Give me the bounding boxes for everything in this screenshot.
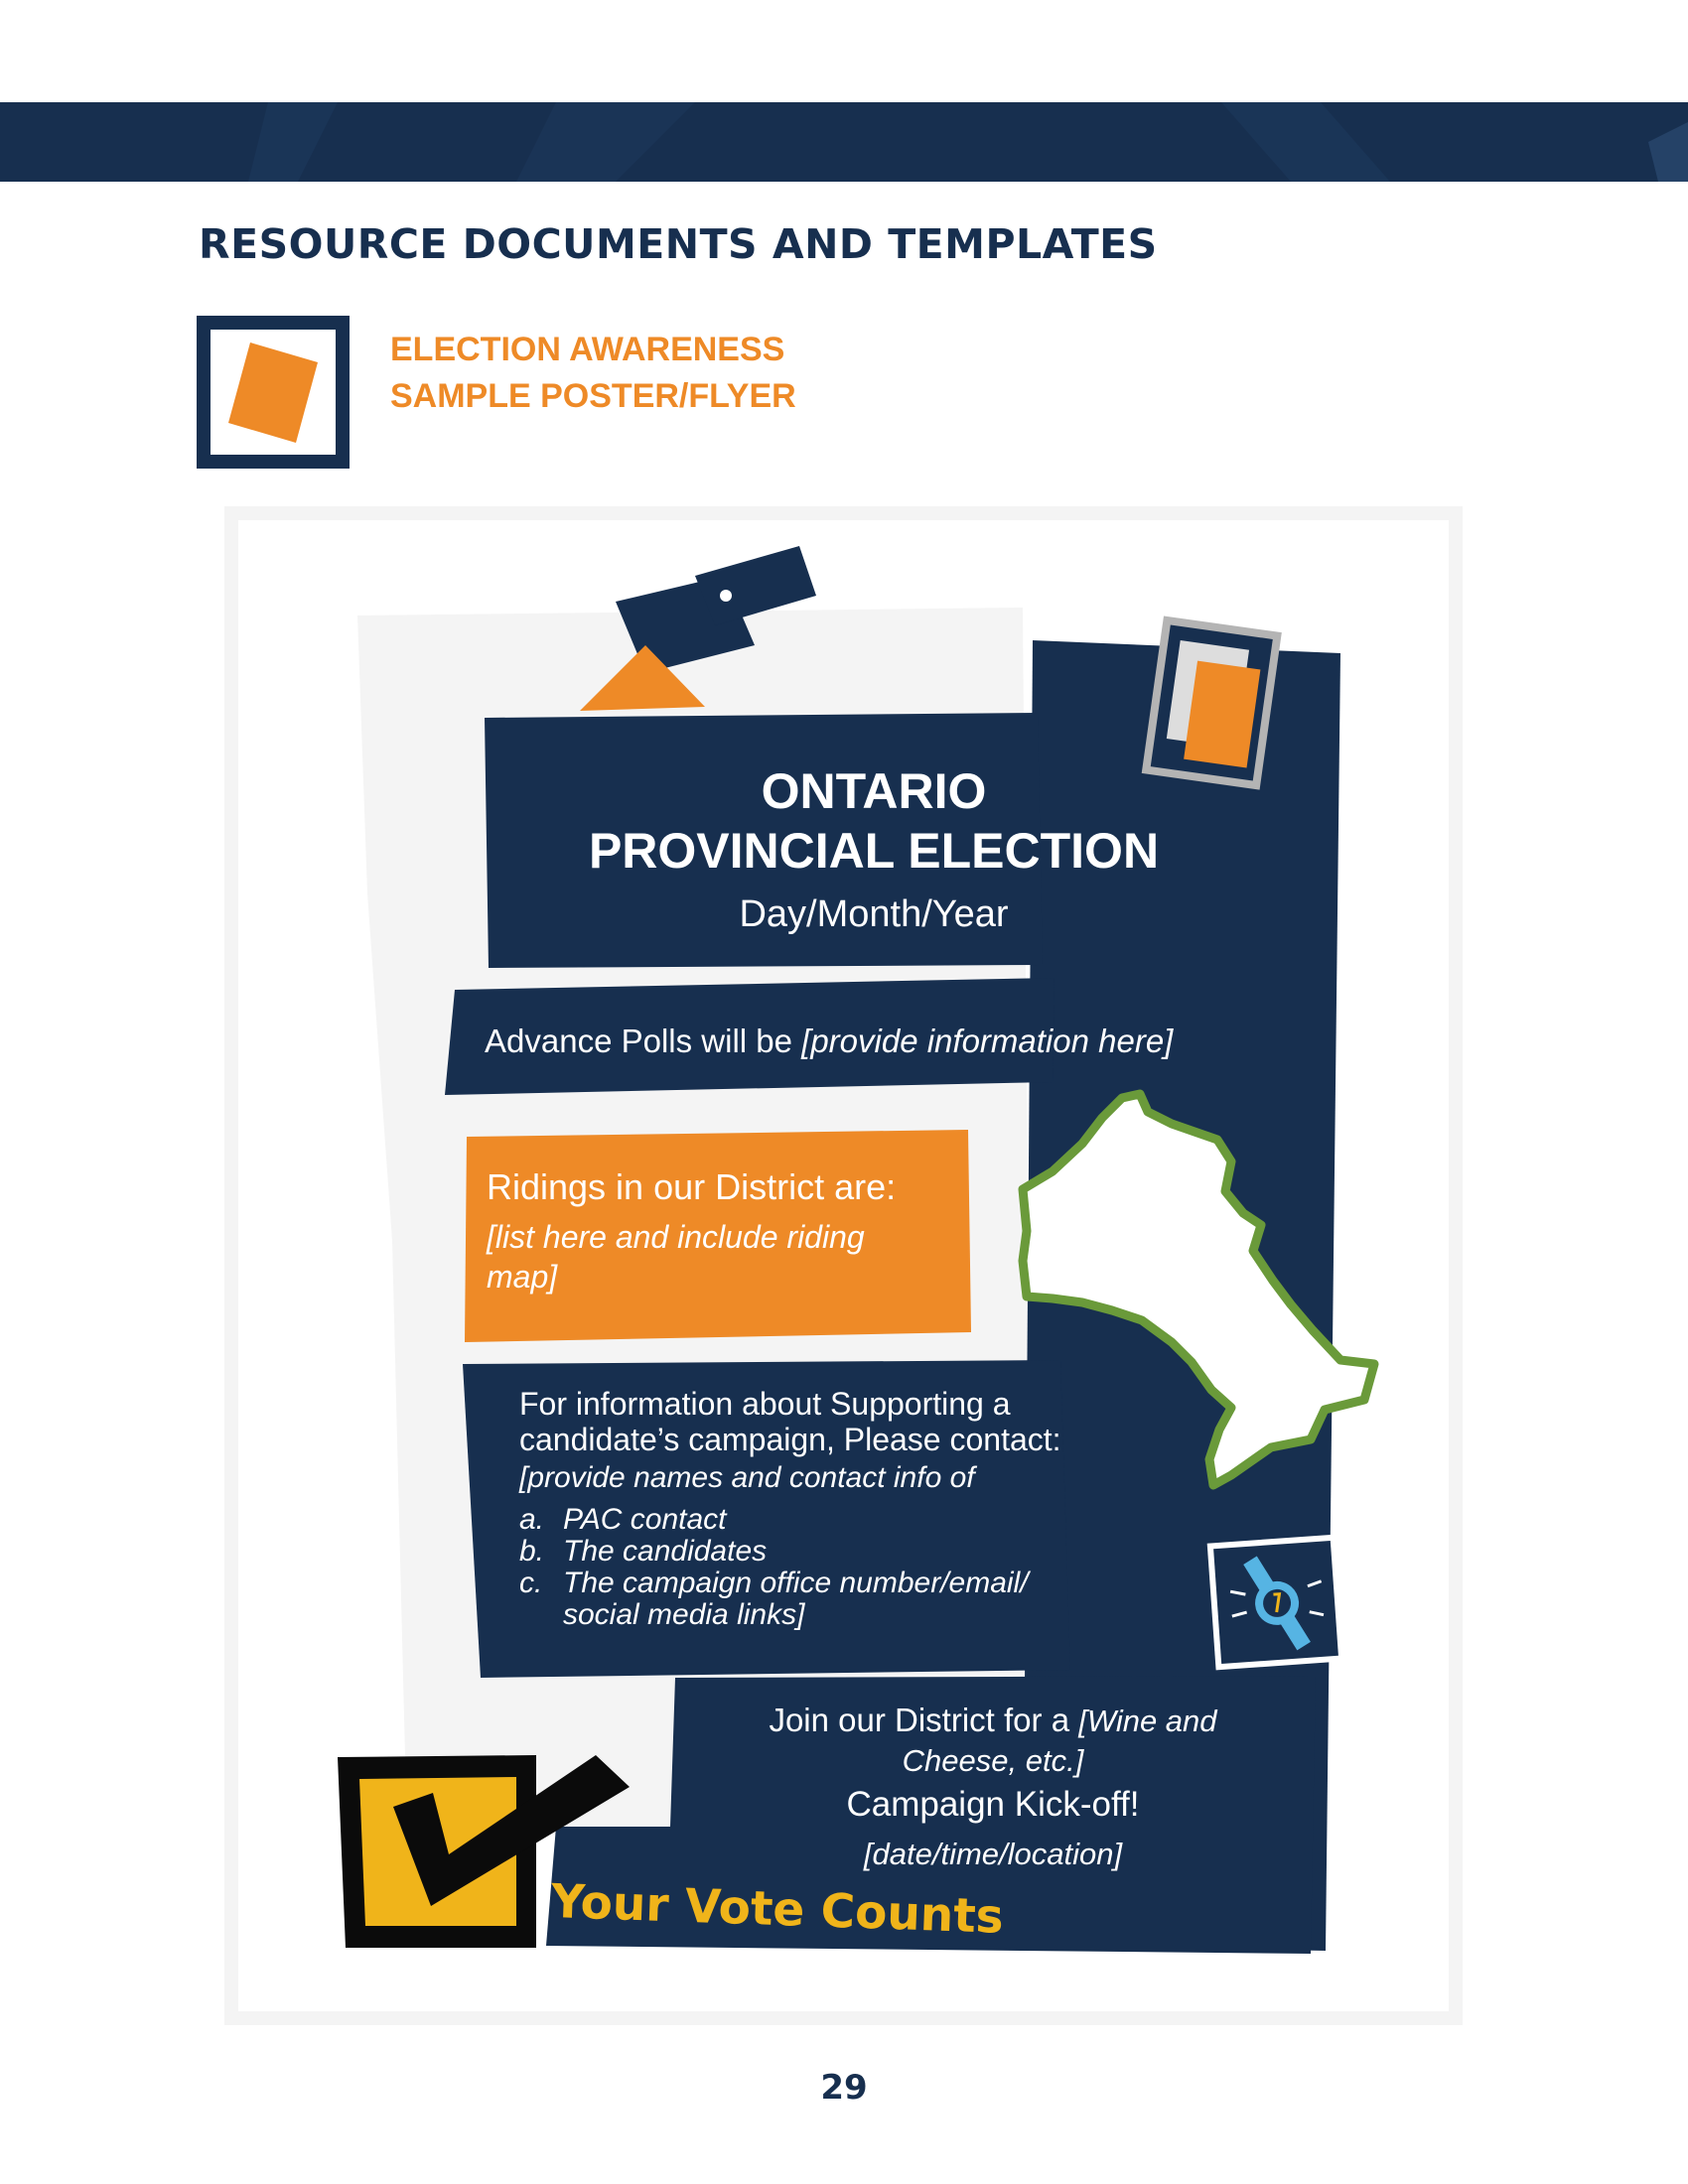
subtitle-line-1: ELECTION AWARENESS	[390, 331, 785, 368]
section-heading: RESOURCE DOCUMENTS AND TEMPLATES	[199, 220, 1158, 268]
support-line-1: For information about Supporting a	[519, 1386, 1011, 1422]
advance-polls-label: Advance Polls will be	[485, 1023, 802, 1059]
top-banner	[0, 102, 1688, 182]
support-line-2: candidate’s campaign, Please contact:	[519, 1422, 1061, 1457]
advance-polls-placeholder: [provide information here]	[801, 1023, 1174, 1059]
advance-polls-text	[485, 1023, 1173, 1060]
watch-icon	[1207, 1535, 1345, 1671]
event-join-placeholder-2: Cheese, etc.]	[902, 1743, 1084, 1778]
ridings-detail: [list here and include riding map]	[487, 1219, 865, 1295]
poster-title-line-1: ONTARIO	[761, 763, 987, 819]
event-kickoff: Campaign Kick-off!	[846, 1785, 1140, 1824]
subtitle-line-2: SAMPLE POSTER/FLYER	[390, 377, 796, 415]
page-number: 29	[820, 2068, 868, 2108]
event-join-line	[685, 1702, 1301, 1739]
ridings-heading: Ridings in our District are:	[487, 1166, 897, 1207]
election-date: Day/Month/Year	[739, 893, 1009, 935]
banner-pattern	[0, 102, 1688, 182]
slogan: Your Vote Counts	[550, 1874, 1005, 1945]
event-join-placeholder: [Wine and	[1078, 1704, 1217, 1738]
event-details: [date/time/location]	[863, 1837, 1123, 1871]
poster-title-line-2: PROVINCIAL ELECTION	[588, 823, 1160, 879]
ballot-icon	[197, 316, 350, 469]
support-line-3: [provide names and contact info of	[519, 1461, 975, 1494]
event-join-prefix: Join our District for a	[769, 1702, 1079, 1738]
